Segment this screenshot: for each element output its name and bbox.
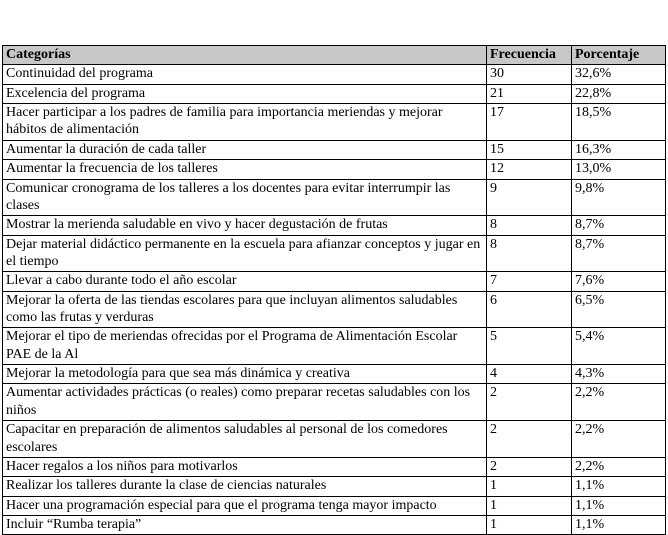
cell-categoria: Excelencia del programa [3,84,487,103]
cell-frecuencia: 8 [487,235,572,272]
cell-porcentaje: 4,3% [572,365,666,384]
column-header-porcentaje: Porcentaje [572,46,666,65]
table-row [3,160,666,179]
cell-porcentaje: 1,1% [572,496,666,515]
cell-porcentaje: 7,6% [572,272,666,291]
cell-porcentaje: 2,2% [572,457,666,476]
cell-categoria: Mejorar la oferta de las tiendas escolares para que incluyan alimentos saludables como las frutas y verduras [3,291,487,328]
cell-categoria: Mejorar la metodología para que sea más dinámica y creativa [3,365,487,384]
table-row [3,272,666,291]
cell-porcentaje: 32,6% [572,65,666,84]
table-header-row [3,46,666,65]
cell-porcentaje: 9,8% [572,179,666,216]
table-row [3,515,666,534]
cell-porcentaje: 2,2% [572,384,666,421]
table-row [3,140,666,159]
cell-porcentaje: 8,7% [572,235,666,272]
cell-porcentaje: 13,0% [572,160,666,179]
cell-frecuencia: 5 [487,328,572,365]
cell-categoria: Hacer regalos a los niños para motivarlos [3,457,487,476]
cell-categoria: Mejorar el tipo de meriendas ofrecidas por el Programa de Alimentación Escolar PAE de la Al [3,328,487,365]
cell-frecuencia: 21 [487,84,572,103]
cell-porcentaje: 5,4% [572,328,666,365]
table-row [3,496,666,515]
cell-porcentaje: 6,5% [572,291,666,328]
cell-frecuencia: 17 [487,104,572,141]
cell-categoria: Comunicar cronograma de los talleres a los docentes para evitar interrumpir las clases [3,179,487,216]
table-row [3,104,666,141]
cell-frecuencia: 1 [487,515,572,534]
table-row [3,477,666,496]
cell-frecuencia: 2 [487,457,572,476]
cell-categoria: Llevar a cabo durante todo el año escolar [3,272,487,291]
cell-frecuencia: 9 [487,179,572,216]
table-row [3,291,666,328]
cell-porcentaje: 2,2% [572,421,666,458]
cell-frecuencia: 15 [487,140,572,159]
table-row [3,365,666,384]
cell-porcentaje: 22,8% [572,84,666,103]
table-row [3,457,666,476]
cell-porcentaje: 1,1% [572,477,666,496]
cell-categoria: Incluir “Rumba terapia” [3,515,487,534]
cell-categoria: Capacitar en preparación de alimentos saludables al personal de los comedores escolares [3,421,487,458]
cell-frecuencia: 12 [487,160,572,179]
cell-frecuencia: 8 [487,216,572,235]
cell-frecuencia: 4 [487,365,572,384]
table-row [3,235,666,272]
cell-porcentaje: 1,1% [572,515,666,534]
cell-frecuencia: 2 [487,384,572,421]
table-row [3,84,666,103]
cell-frecuencia: 30 [487,65,572,84]
cell-frecuencia: 6 [487,291,572,328]
table-row [3,328,666,365]
cell-categoria: Hacer participar a los padres de familia para importancia meriendas y mejorar hábitos de alimentación [3,104,487,141]
cell-porcentaje: 18,5% [572,104,666,141]
cell-porcentaje: 16,3% [572,140,666,159]
table-row [3,216,666,235]
table-row [3,179,666,216]
table-body [3,65,666,535]
cell-categoria: Realizar los talleres durante la clase de ciencias naturales [3,477,487,496]
table-row [3,421,666,458]
cell-categoria: Aumentar la frecuencia de los talleres [3,160,487,179]
cell-frecuencia: 7 [487,272,572,291]
cell-frecuencia: 1 [487,496,572,515]
column-header-categorias: Categorías [3,46,487,65]
table-row [3,384,666,421]
cell-categoria: Mostrar la merienda saludable en vivo y hacer degustación de frutas [3,216,487,235]
column-header-frecuencia: Frecuencia [487,46,572,65]
cell-frecuencia: 1 [487,477,572,496]
cell-categoria: Continuidad del programa [3,65,487,84]
table-row [3,65,666,84]
cell-categoria: Aumentar actividades prácticas (o reales) como preparar recetas saludables con los niños [3,384,487,421]
cell-categoria: Dejar material didáctico permanente en la escuela para afianzar conceptos y jugar en el tiempo [3,235,487,272]
cell-categoria: Aumentar la duración de cada taller [3,140,487,159]
frequency-table [2,45,666,535]
cell-frecuencia: 2 [487,421,572,458]
cell-porcentaje: 8,7% [572,216,666,235]
cell-categoria: Hacer una programación especial para que el programa tenga mayor impacto [3,496,487,515]
